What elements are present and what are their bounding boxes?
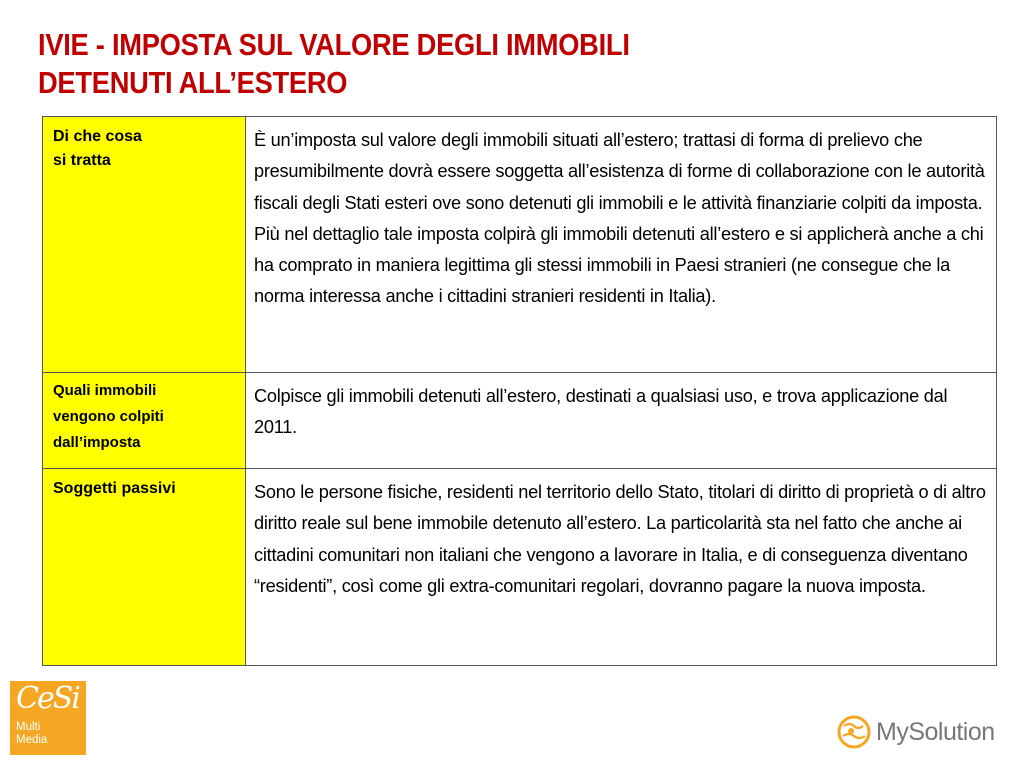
row-label-line: vengono colpiti <box>53 408 164 425</box>
table-row <box>43 469 997 666</box>
title-line-2: DETENUTI ALL’ESTERO <box>38 65 348 100</box>
cesi-logo-word: CeSi <box>16 681 79 716</box>
title-line-1: IVIE - IMPOSTA SUL VALORE DEGLI IMMOBILI <box>38 27 630 62</box>
row-description: Sono le persone fisiche, residenti nel territorio dello Stato, titolari di diritto di proprietà o di altro diritto reale sul bene immobile detenuto all’estero. La particolarità sta nel fatto che anche ai cittadini comunitari non italiani che vengono a lavorare in Italia, e di conseguenza diventano “residenti”, così come gli extra-comunitari regolari, dovranno pagare la nuova imposta. <box>246 469 997 666</box>
table-row <box>43 373 997 469</box>
cesi-logo-line-2: Media <box>16 734 48 746</box>
mysolution-globe-icon <box>836 714 872 750</box>
info-table <box>42 116 997 666</box>
table-row <box>43 117 997 373</box>
row-label-line: Quali immobili <box>53 382 157 399</box>
row-label-line: Soggetti passivi <box>53 480 176 497</box>
mysolution-logo <box>836 712 1006 752</box>
row-label-line: Di che cosa <box>53 128 142 145</box>
mysolution-logo-text: MySolution <box>876 718 995 746</box>
row-description: Colpisce gli immobili detenuti all’estero, destinati a qualsiasi uso, e trova applicazione dal 2011. <box>246 373 997 469</box>
row-label-line: si tratta <box>53 152 111 169</box>
cesi-logo-line-1: Multi <box>16 721 41 733</box>
row-label <box>43 117 246 373</box>
row-description: È un’imposta sul valore degli immobili situati all’estero; trattasi di forma di prelievo che presumibilmente dovrà essere soggetta all’esistenza di forme di collaborazione con le autorità fiscali degli Stati esteri ove sono detenuti gli immobili e le attività finanziarie colpiti da imposta. Più nel dettaglio tale imposta colpirà gli immobili detenuti all’estero e si applicherà anche a chi ha comprato in maniera legittima gli stessi immobili in Paesi stranieri (ne consegue che la norma interessa anche i cittadini stranieri residenti in Italia). <box>246 117 997 373</box>
slide-title <box>38 26 883 102</box>
cesi-multimedia-logo <box>10 681 86 755</box>
row-label-line: dall’imposta <box>53 434 141 451</box>
row-label <box>43 373 246 469</box>
row-label <box>43 469 246 666</box>
cesi-logo-subtitle <box>16 721 47 747</box>
